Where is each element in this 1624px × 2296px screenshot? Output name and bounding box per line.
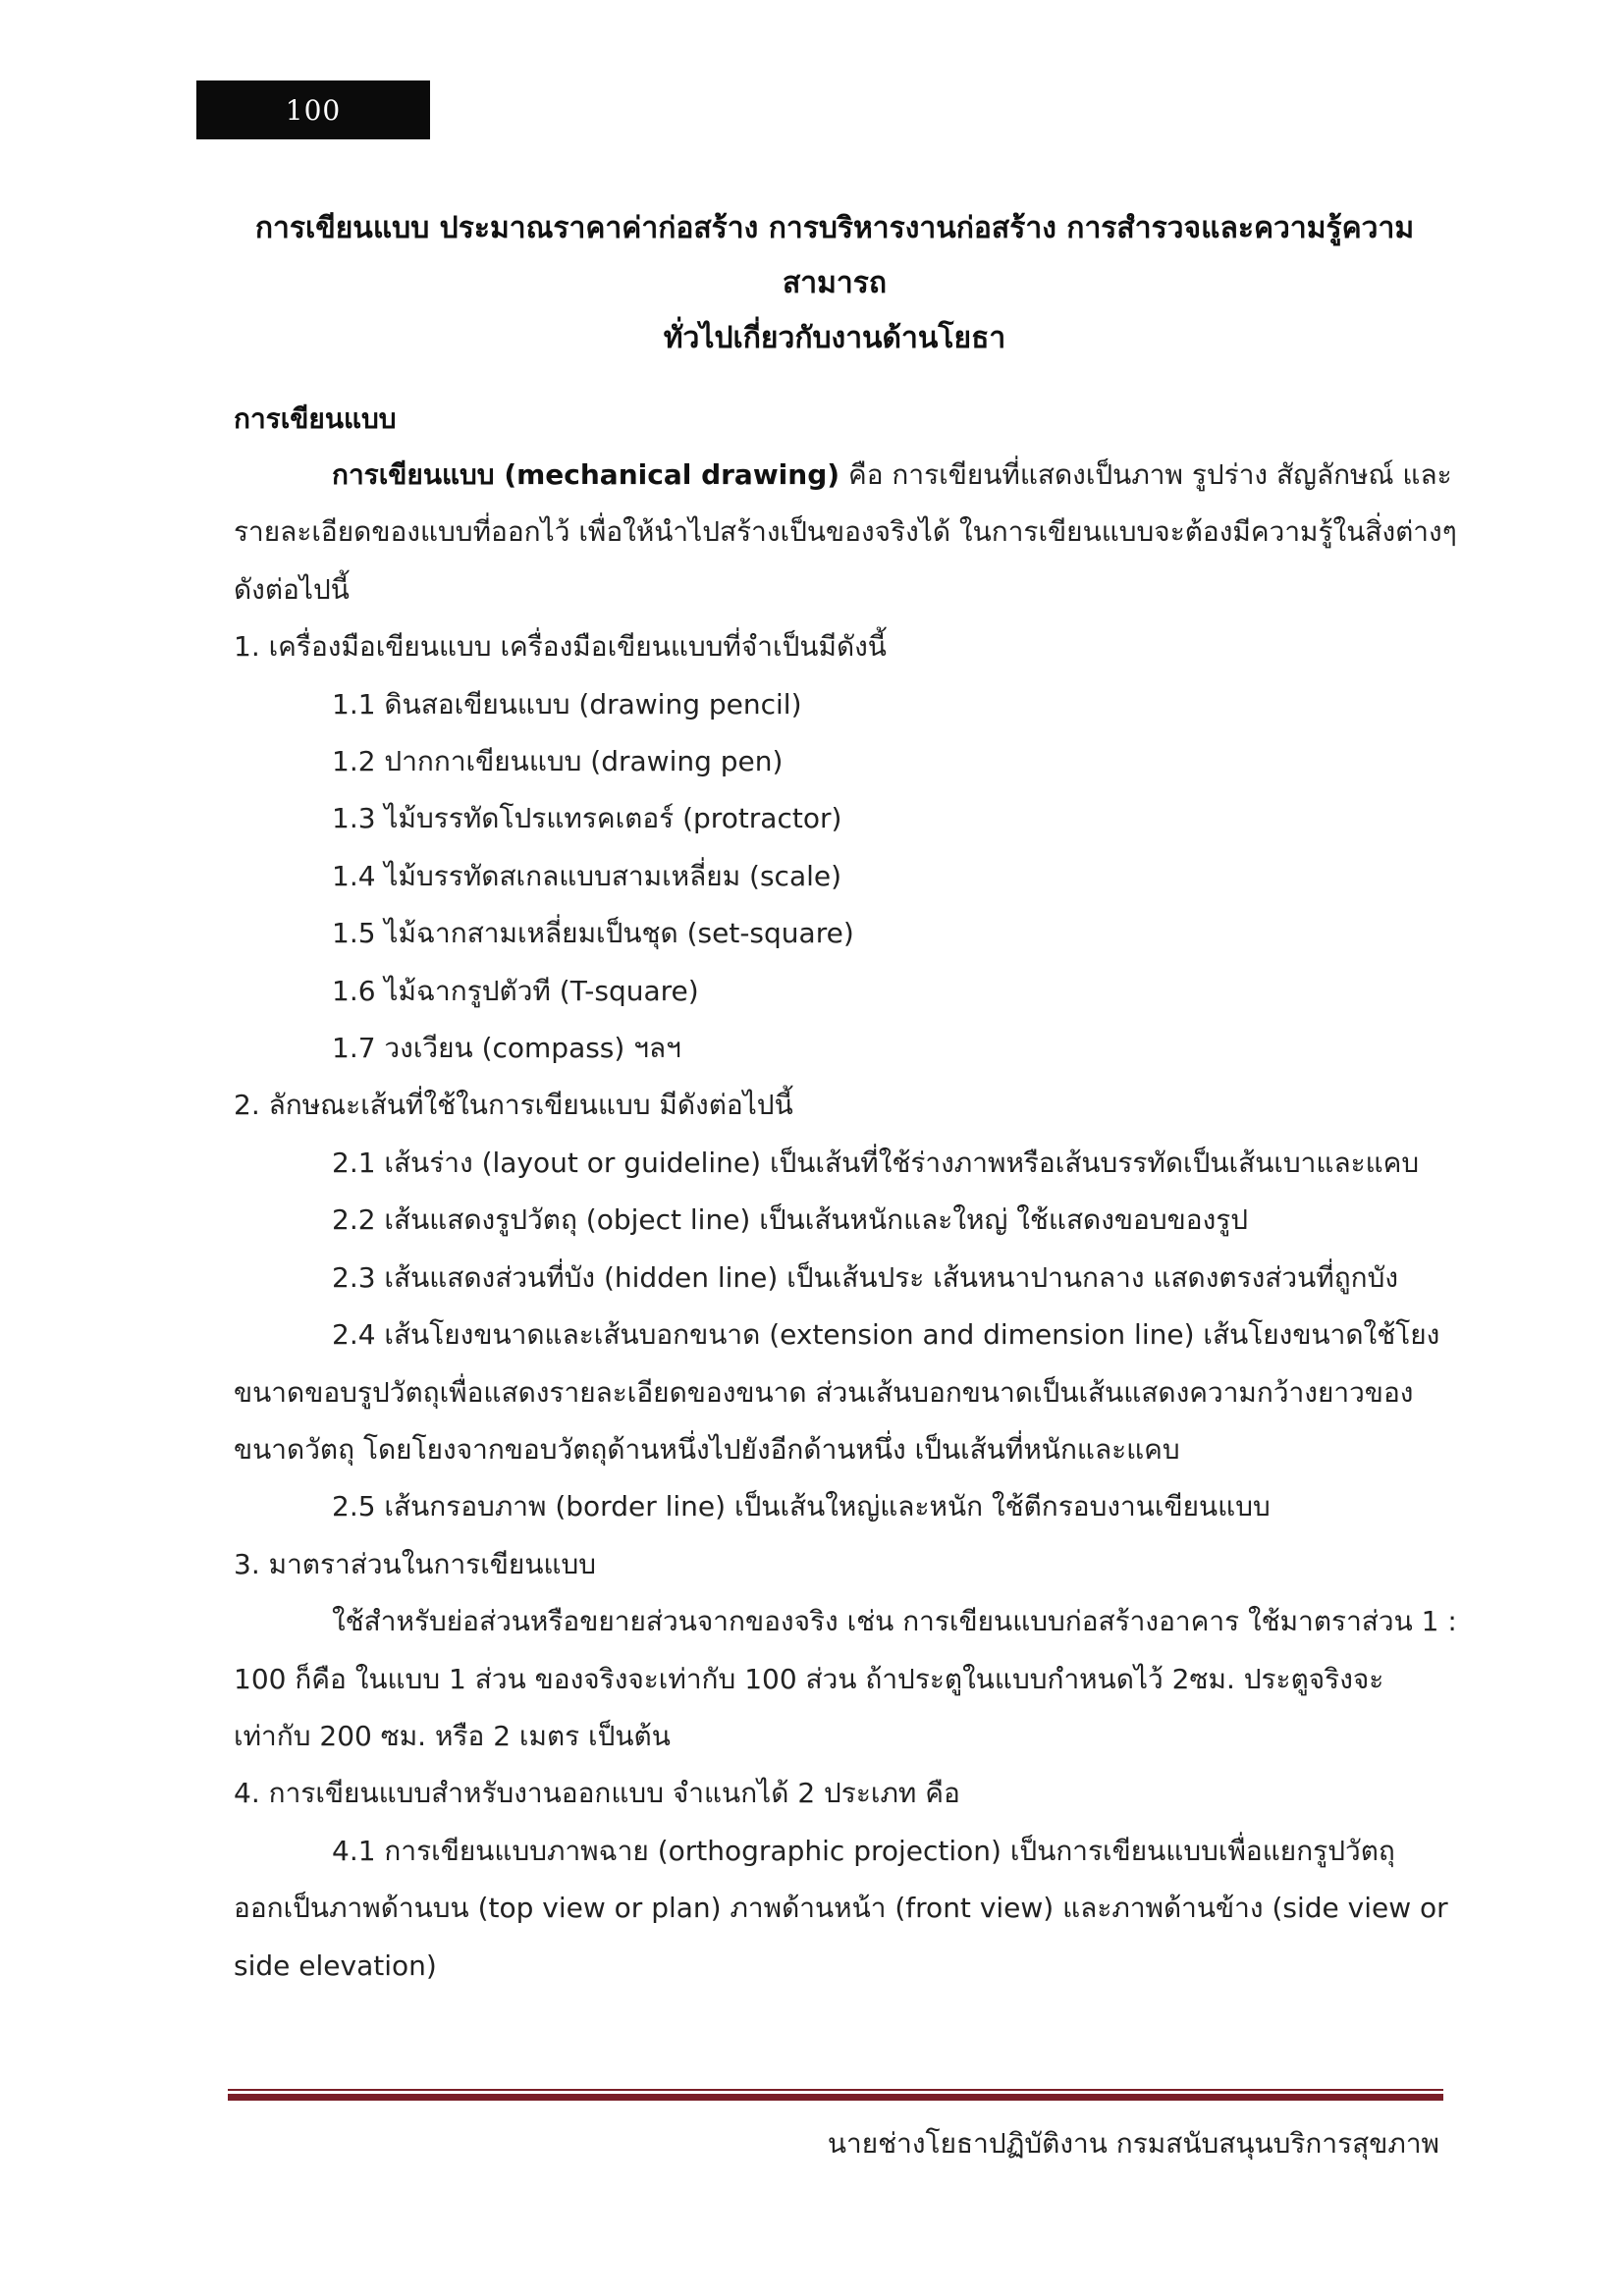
intro-term: การเขียนแบบ (mechanical drawing): [332, 458, 840, 491]
item-4-1-line-1: 4.1 การเขียนแบบภาพฉาย (orthographic projection) เป็นการเขียนแบบเพื่อแยกรูปวัตถุ: [332, 1834, 1395, 1867]
item-1-heading: 1. เครื่องมือเขียนแบบ เครื่องมือเขียนแบบที่จำเป็นมีดังนี้: [234, 630, 887, 664]
item-2-4-line-2: ขนาดขอบรูปวัตถุเพื่อแสดงรายละเอียดของขนาด ส่วนเส้นบอกขนาดเป็นเส้นแสดงความกว้างยาวของ: [234, 1375, 1414, 1409]
intro-line-1-rest: คือ การเขียนที่แสดงเป็นภาพ รูปร่าง สัญลักษณ์ และ: [839, 458, 1452, 491]
item-3-line-2: 100 ก็คือ ในแบบ 1 ส่วน ของจริงจะเท่ากับ 100 ส่วน ถ้าประตูในแบบกำหนดไว้ 2ซม. ประตูจริงจะ: [234, 1662, 1384, 1695]
item-1-7: 1.7 วงเวียน (compass) ฯลฯ: [332, 1032, 681, 1065]
section-heading: การเขียนแบบ: [234, 402, 397, 435]
item-2-heading: 2. ลักษณะเส้นที่ใช้ในการเขียนแบบ มีดังต่อไปนี้: [234, 1089, 793, 1122]
item-2-4-line-1: 2.4 เส้นโยงขนาดและเส้นบอกขนาด (extension and dimension line) เส้นโยงขนาดใช้โยง: [332, 1318, 1440, 1352]
item-1-5: 1.5 ไม้ฉากสามเหลี่ยมเป็นชุด (set-square): [332, 917, 854, 950]
item-1-4: 1.4 ไม้บรรทัดสเกลแบบสามเหลี่ยม (scale): [332, 859, 842, 892]
footer-divider-thick: [228, 2094, 1443, 2101]
item-4-1-line-2: ออกเป็นภาพด้านบน (top view or plan) ภาพด้านหน้า (front view) และภาพด้านข้าง (side view or: [234, 1892, 1448, 1925]
page-number-badge: [196, 80, 430, 139]
item-3-line-1: ใช้สำหรับย่อส่วนหรือขยายส่วนจากของจริง เช่น การเขียนแบบก่อสร้างอาคาร ใช้มาตราส่วน 1 :: [332, 1605, 1457, 1638]
intro-line-3: ดังต่อไปนี้: [234, 572, 350, 606]
item-2-5: 2.5 เส้นกรอบภาพ (border line) เป็นเส้นใหญ่และหนัก ใช้ตีกรอบงานเขียนแบบ: [332, 1490, 1271, 1523]
footer-divider: [228, 2089, 1443, 2101]
item-1-6: 1.6 ไม้ฉากรูปตัวที (T-square): [332, 974, 699, 1007]
title-line-1: การเขียนแบบ ประมาณราคาค่าก่อสร้าง การบริหารงานก่อสร้าง การสำรวจและความรู้ความสามารถ: [254, 211, 1415, 300]
item-4-heading: 4. การเขียนแบบสำหรับงานออกแบบ จำแนกได้ 2 ประเภท คือ: [234, 1777, 960, 1810]
item-2-1: 2.1 เส้นร่าง (layout or guideline) เป็นเส้นที่ใช้ร่างภาพหรือเส้นบรรทัดเป็นเส้นเบาและแคบ: [332, 1146, 1420, 1179]
title-line-2: ทั่วไปเกี่ยวกับงานด้านโยธา: [663, 321, 1006, 355]
item-1-2: 1.2 ปากกาเขียนแบบ (drawing pen): [332, 745, 784, 778]
intro-line-1: [234, 447, 1452, 504]
footer-divider-thin: [228, 2089, 1443, 2091]
item-1-1: 1.1 ดินสอเขียนแบบ (drawing pencil): [332, 687, 802, 721]
item-2-4-line-3: ขนาดวัตถุ โดยโยงจากขอบวัตถุด้านหนึ่งไปยังอีกด้านหนึ่ง เป็นเส้นที่หนักและแคบ: [234, 1432, 1180, 1466]
document-body: [234, 447, 1457, 1995]
item-1-3: 1.3 ไม้บรรทัดโปรแทรคเตอร์ (protractor): [332, 802, 842, 835]
page-number: 100: [285, 93, 342, 127]
item-3-heading: 3. มาตราส่วนในการเขียนแบบ: [234, 1547, 597, 1580]
footer-text: นายช่างโยธาปฏิบัติงาน กรมสนับสนุนบริการสุขภาพ: [827, 2127, 1439, 2160]
intro-line-2: รายละเอียดของแบบที่ออกไว้ เพื่อให้นำไปสร้างเป็นของจริงได้ ในการเขียนแบบจะต้องมีความรู้ในสิ่งต่างๆ: [234, 515, 1457, 549]
item-2-2: 2.2 เส้นแสดงรูปวัตถุ (object line) เป็นเส้นหนักและใหญ่ ใช้แสดงขอบของรูป: [332, 1203, 1249, 1237]
item-2-3: 2.3 เส้นแสดงส่วนที่บัง (hidden line) เป็นเส้นประ เส้นหนาปานกลาง แสดงตรงส่วนที่ถูกบัง: [332, 1260, 1399, 1294]
item-3-line-3: เท่ากับ 200 ซม. หรือ 2 เมตร เป็นต้น: [234, 1719, 671, 1752]
document-title: [231, 201, 1438, 366]
item-4-1-line-3: side elevation): [234, 1949, 437, 1982]
